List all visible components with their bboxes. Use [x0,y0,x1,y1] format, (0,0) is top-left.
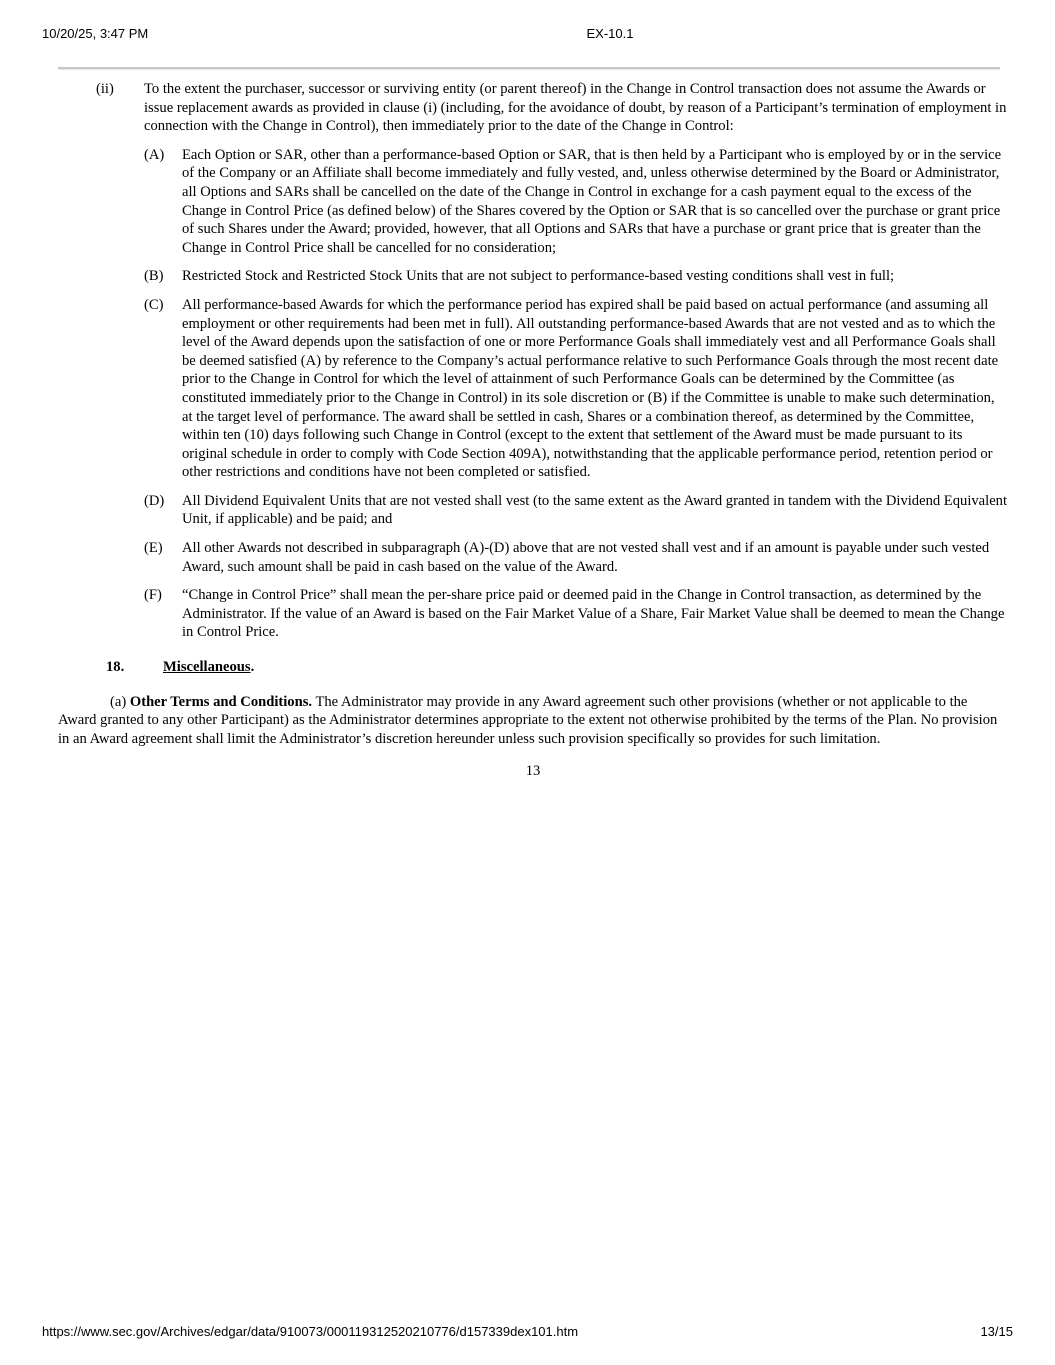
subclause-text: All Dividend Equivalent Units that are not vested shall vest (to the same extent as the Award granted in tandem with the Dividend Equivalent Unit, if applicable) and be paid; and [182,492,1008,528]
section-title: Miscellaneous [163,659,251,676]
page-number: 13 [525,763,541,780]
subclause-label: (C) [144,296,164,313]
subclause-label: (B) [144,268,164,285]
paragraph-a-prefix: (a) [110,693,130,710]
document-body [58,80,1008,781]
section-number: 18. [106,659,125,676]
subclause-text: Restricted Stock and Restricted Stock Units that are not subject to performance-based vesting conditions shall vest in full; [182,268,895,285]
clause-ii-label: (ii) [96,81,114,97]
subclause-text: Each Option or SAR, other than a performance-based Option or SAR, that is then held by a Participant who is employed by or in the service of the Company or an Affiliate shall become immediately and fully vested, and, unless otherwise determined by the Board or Administrator, all Options and SARs shall be cancelled on the date of the Change in Control in exchange for a cash payment equal to the excess of the Change in Control Price (as defined below) of the Shares covered by the Option or SAR that is so cancelled over the purchase or grant price of such Shares under the Award; provided, however, that all Options and SARs that have a purchase or grant price that is greater than the Change in Control Price shall be cancelled for no consideration; [182,146,1002,256]
print-header [0,26,1055,44]
header-divider [58,67,1000,70]
subclause-d [58,492,1008,529]
subclause-c [58,296,1008,482]
clause-ii [58,80,1008,136]
subclause-b [58,267,1008,286]
subclause-label: (A) [144,146,165,163]
section-heading [106,658,1008,677]
subclause-label: (F) [144,587,162,604]
print-footer [0,1324,1055,1342]
page-indicator: 13/15 [980,1324,1013,1339]
paragraph-a-text: The Administrator may provide in any Award agreement such other provisions (whether or not applicable to the Award granted to any other Participant) as the Administrator determines appropriate to the extent not otherwise prohibited by the terms of the Plan. No provision in an Award agreement shall limit the Administrator’s discretion hereunder unless such provision specifically so provides for such limitation. [58,693,998,747]
subclause-e [58,539,1008,576]
print-doc-title: EX-10.1 [586,26,634,41]
clause-ii-text: To the extent the purchaser, successor or surviving entity (or parent thereof) in the Change in Control transaction does not assume the Awards or issue replacement awards as provided in clause (i) (including, for the avoidance of doubt, by reason of a Participant’s termination of employment in connection with the Change in Control), then immediately prior to the date of the Change in Control: [144,81,1007,135]
section-title-wrap [163,658,254,677]
print-datetime: 10/20/25, 3:47 PM [42,26,149,41]
source-url[interactable]: https://www.sec.gov/Archives/edgar/data/910073/000119312520210776/d157339dex101.htm [42,1324,579,1339]
subclause-text: All other Awards not described in subparagraph (A)-(D) above that are not vested shall vest and if an amount is payable under such vested Award, such amount shall be paid in cash based on the value of the Award. [182,540,990,575]
paragraph-a [58,693,1008,749]
subclause-a [58,146,1008,258]
subclause-label: (E) [144,540,163,557]
subclause-label: (D) [144,492,165,509]
subclause-f [58,586,1008,642]
paragraph-a-heading: Other Terms and Conditions. [129,693,313,710]
subclause-text: All performance-based Awards for which the performance period has expired shall be paid based on actual performance (and assuming all employment or other requirements had been met in full). All outstanding performance-based Awards that are not vested and as to which the level of the Award depends upon the satisfaction of one or more Performance Goals shall immediately vest and all Performance Goals shall be deemed satisfied (A) by reference to the Company’s actual performance relative to such Performance Goals through the most recent date prior to the Change in Control for which the level of attainment of such Performance Goals can be determined by the Committee (as constituted immediately prior to the Change in Control) in its sole discretion or (B) if the Committee is unable to make such determination, at the target level of performance. The award shall be settled in cash, Shares or a combination thereof, as determined by the Committee, within ten (10) days following such Change in Control (except to the extent that settlement of the Award must be made pursuant to its original schedule in order to comply with Code Section 409A), notwithstanding that the applicable performance period, retention period or other restrictions and conditions have not been completed or satisfied. [182,296,999,481]
section-title-period: . [250,659,255,676]
subclause-text: “Change in Control Price” shall mean the per-share price paid or deemed paid in the Change in Control transaction, as determined by the Administrator. If the value of an Award is based on the Fair Market Value of a Share, Fair Market Value shall be deemed to mean the Change in Control Price. [182,587,1005,641]
